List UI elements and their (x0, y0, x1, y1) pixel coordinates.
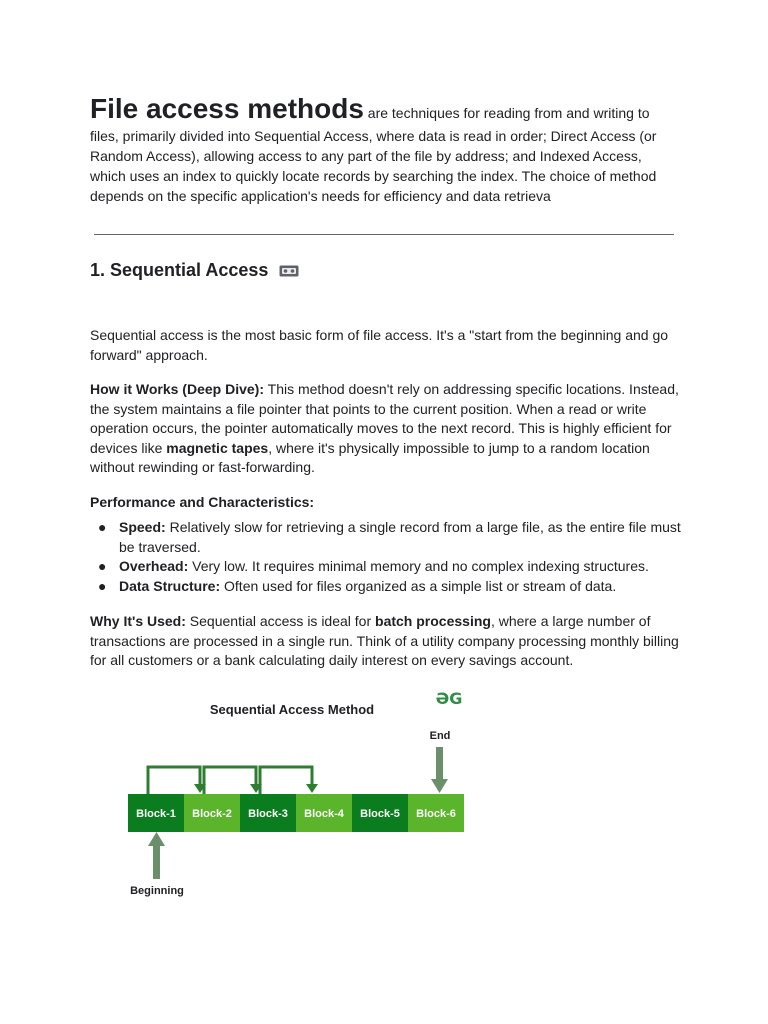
block-label: Block-3 (248, 808, 288, 820)
document-title: File access methods (90, 93, 364, 124)
diagram-title: Sequential Access Method (209, 702, 375, 717)
why-label: Why It's Used: (90, 613, 186, 629)
how-text-1: This method doesn't rely on addressing specific locations. Instead, the system maintains a file pointer that points to the current position. When a read or write operation occurs, the pointer automatically moves to the next record. This is highly efficient for devices like (90, 381, 679, 456)
why-emphasis: batch processing (375, 613, 491, 629)
why-text-1: Sequential access is ideal for (185, 613, 376, 629)
block-label: Block-6 (416, 808, 456, 820)
link-arrows (148, 767, 318, 794)
list-item: ● Speed: Relatively slow for retrieving a single record from a large file, as the entire file must be traversed. (98, 519, 681, 555)
how-label: How it Works (Deep Dive): (90, 381, 264, 397)
block-3 (240, 794, 296, 832)
beginning-pointer-arrow (148, 832, 165, 879)
sequential-access-diagram (120, 680, 480, 905)
block-5 (352, 794, 408, 832)
section-heading-text: 1. Sequential Access (90, 260, 269, 280)
end-pointer-arrow (431, 747, 448, 793)
gfg-logo-icon: ƏG (435, 689, 463, 708)
beginning-label: Beginning (130, 885, 184, 897)
block-2 (184, 794, 240, 832)
performance-heading: Performance and Characteristics: (90, 494, 315, 510)
videocassette-icon (279, 265, 299, 277)
block-label: Block-5 (360, 808, 400, 820)
block-6 (408, 794, 464, 832)
link-arrow-3 (260, 767, 318, 794)
link-arrow-1 (148, 767, 206, 794)
characteristics-list (90, 518, 682, 596)
end-label: End (429, 730, 451, 742)
bullet-icon: ● (98, 558, 107, 574)
bullet-icon: ● (98, 519, 107, 535)
block-row (128, 794, 464, 832)
list-item: ● Data Structure: Often used for files organized as a simple list or stream of data. (90, 577, 682, 597)
paragraph-intro: Sequential access is the most basic form of file access. It's a "start from the beginning and go forward" approach. (90, 327, 669, 363)
how-emphasis: magnetic tapes (166, 439, 269, 456)
why-text-2: , where a large number of transactions are processed in a single run. Think of a utility company processing monthly billing for all customers or a bank calculating daily interest on every savings account. (90, 613, 679, 668)
paragraph-why-used (90, 612, 682, 671)
section-heading (90, 258, 299, 282)
intro-paragraph (90, 92, 680, 206)
horizontal-divider (94, 234, 674, 235)
block-label: Block-1 (136, 808, 176, 820)
paragraph-how-it-works (90, 380, 682, 478)
how-text-2: , where it's physically impossible to jump to a random location without rewinding or fast-forwarding. (90, 439, 650, 475)
block-label: Block-4 (304, 808, 344, 820)
bullet-icon: ● (98, 577, 107, 594)
block-4 (296, 794, 352, 832)
list-item: ● Overhead: Very low. It requires minimal memory and no complex indexing structures. (90, 557, 682, 577)
block-label: Block-2 (192, 808, 232, 820)
block-1 (128, 794, 184, 832)
link-arrow-2 (204, 767, 262, 794)
intro-text: are techniques for reading from and writing to files, primarily divided into Sequential Access, where data is read in order; Direct Access (or Random Access), allowing access to any part of the file by address; and Indexed Access, which uses an index to quickly locate records by searching the index. The choice of method depends on the specific application's needs for efficiency and data retrieva (90, 105, 657, 204)
